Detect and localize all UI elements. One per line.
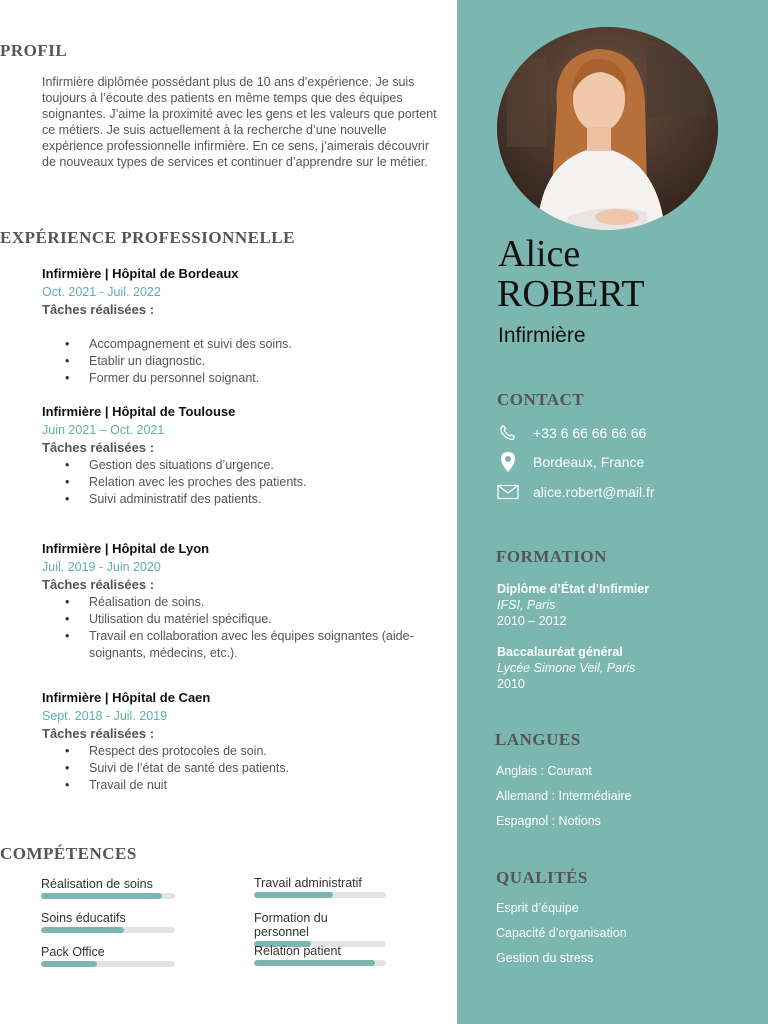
task-item: • Suivi administratif des patients. (42, 491, 442, 508)
job-entry (42, 266, 442, 387)
task-list (42, 594, 442, 662)
skill-fill (254, 960, 375, 966)
skill-bar (254, 960, 386, 966)
job-title: Infirmière | Hôpital de Toulouse (42, 404, 236, 419)
job-tasks-label: Tâches réalisées : (42, 302, 155, 317)
task-item: • Utilisation du matériel spécifique. (42, 611, 442, 628)
job-dates: Juil. 2019 - Juin 2020 (42, 560, 161, 574)
task-list (42, 336, 442, 387)
skill-label: Formation du personnel (254, 911, 328, 939)
skill-fill (41, 927, 124, 933)
skill-label: Relation patient (254, 944, 341, 958)
task-list (42, 743, 442, 794)
first-name: Alice (498, 233, 581, 275)
job-tasks-label: Tâches réalisées : (42, 577, 155, 592)
formation-item (497, 644, 635, 692)
job-dates: Oct. 2021 - Juil. 2022 (42, 285, 161, 299)
skill-item (41, 945, 175, 967)
task-item: • Travail en collaboration avec les équipes soignantes (aide-soignants, médecins, etc.). (42, 628, 432, 662)
formation-item (497, 581, 649, 629)
contact-email (497, 481, 655, 503)
language-item: Allemand : Intermédiaire (496, 789, 632, 803)
job-entry (42, 690, 442, 794)
job-title: Infirmière | Hôpital de Bordeaux (42, 266, 239, 281)
phone-number[interactable]: +33 6 66 66 66 66 (533, 425, 647, 441)
task-item: • Réalisation de soins. (42, 594, 442, 611)
skill-fill (41, 961, 97, 967)
experience-heading: EXPÉRIENCE PROFESSIONNELLE (0, 228, 295, 247)
job-entry (42, 404, 442, 508)
skill-fill (41, 893, 162, 899)
location-pin-icon (497, 451, 519, 473)
skill-bar (41, 927, 175, 933)
email-link[interactable]: alice.robert@mail.fr (533, 484, 655, 500)
skill-bar (41, 961, 175, 967)
last-name: ROBERT (497, 273, 645, 315)
quality-item: Gestion du stress (496, 951, 594, 965)
formation-degree: Diplôme d’État d’Infirmier (497, 582, 650, 596)
task-item: • Gestion des situations d’urgence. (42, 457, 442, 474)
phone-icon (497, 422, 519, 444)
profil-heading: PROFIL (0, 41, 68, 60)
formation-heading: FORMATION (496, 547, 607, 566)
qualites-heading: QUALITÉS (496, 868, 588, 887)
competences-heading: COMPÉTENCES (0, 844, 137, 863)
task-item: • Former du personnel soignant. (42, 370, 442, 387)
job-tasks-label: Tâches réalisées : (42, 726, 155, 741)
skill-item (254, 876, 386, 898)
task-item: • Etablir un diagnostic. (42, 353, 442, 370)
task-item: • Suivi de l’état de santé des patients. (42, 760, 442, 777)
quality-item: Esprit d’équipe (496, 901, 579, 915)
skill-label: Travail administratif (254, 876, 362, 890)
skill-item (41, 911, 175, 933)
job-entry (42, 541, 442, 662)
formation-school: IFSI, Paris (497, 598, 556, 612)
profil-text: Infirmière diplômée possédant plus de 10 ans d’expérience. Je suis toujours à l’écoute des patients en même temps que des équipes soignantes. J’aime la proximité avec les gens et les valeurs que portent ce métiers. Je suis actuellement à la recherche d’une nouvelle expérience professionnelle infirmière. En ce sens, j’aimerais découvrir de nouveaux types de services et continuer d’apprendre sur le métier. (42, 75, 437, 169)
contact-phone (497, 422, 646, 444)
job-title: Infirmière | Hôpital de Caen (42, 690, 211, 705)
contact-heading: CONTACT (497, 390, 585, 409)
task-list (42, 457, 442, 508)
portrait-illustration (497, 27, 718, 230)
task-item: • Accompagnement et suivi des soins. (42, 336, 442, 353)
language-item: Espagnol : Notions (496, 814, 601, 828)
language-item: Anglais : Courant (496, 764, 592, 778)
skill-label: Réalisation de soins (41, 877, 153, 891)
skill-item (41, 877, 175, 899)
contact-location (497, 451, 644, 473)
skill-label: Soins éducatifs (41, 911, 126, 925)
profile-photo (497, 27, 718, 230)
skill-bar (254, 892, 386, 898)
task-item: • Travail de nuit (42, 777, 442, 794)
skill-fill (254, 892, 333, 898)
job-title: Infirmière | Hôpital de Lyon (42, 541, 210, 556)
task-item: • Relation avec les proches des patients. (42, 474, 442, 491)
quality-item: Capacité d’organisation (496, 926, 627, 940)
job-tasks-label: Tâches réalisées : (42, 440, 155, 455)
formation-degree: Baccalauréat général (497, 645, 623, 659)
formation-years: 2010 – 2012 (497, 614, 567, 628)
job-role: Infirmière (498, 324, 586, 347)
langues-heading: LANGUES (495, 730, 581, 749)
location-text: Bordeaux, France (533, 454, 645, 470)
task-item: • Respect des protocoles de soin. (42, 743, 442, 760)
skill-item (254, 911, 386, 947)
skill-label: Pack Office (41, 945, 105, 959)
envelope-icon (497, 481, 519, 503)
formation-years: 2010 (497, 677, 525, 691)
job-dates: Sept. 2018 - Juil. 2019 (42, 709, 168, 723)
job-dates: Juin 2021 – Oct. 2021 (42, 423, 165, 437)
skill-item (254, 944, 386, 966)
formation-school: Lycée Simone Veil, Paris (497, 661, 636, 675)
skill-bar (41, 893, 175, 899)
